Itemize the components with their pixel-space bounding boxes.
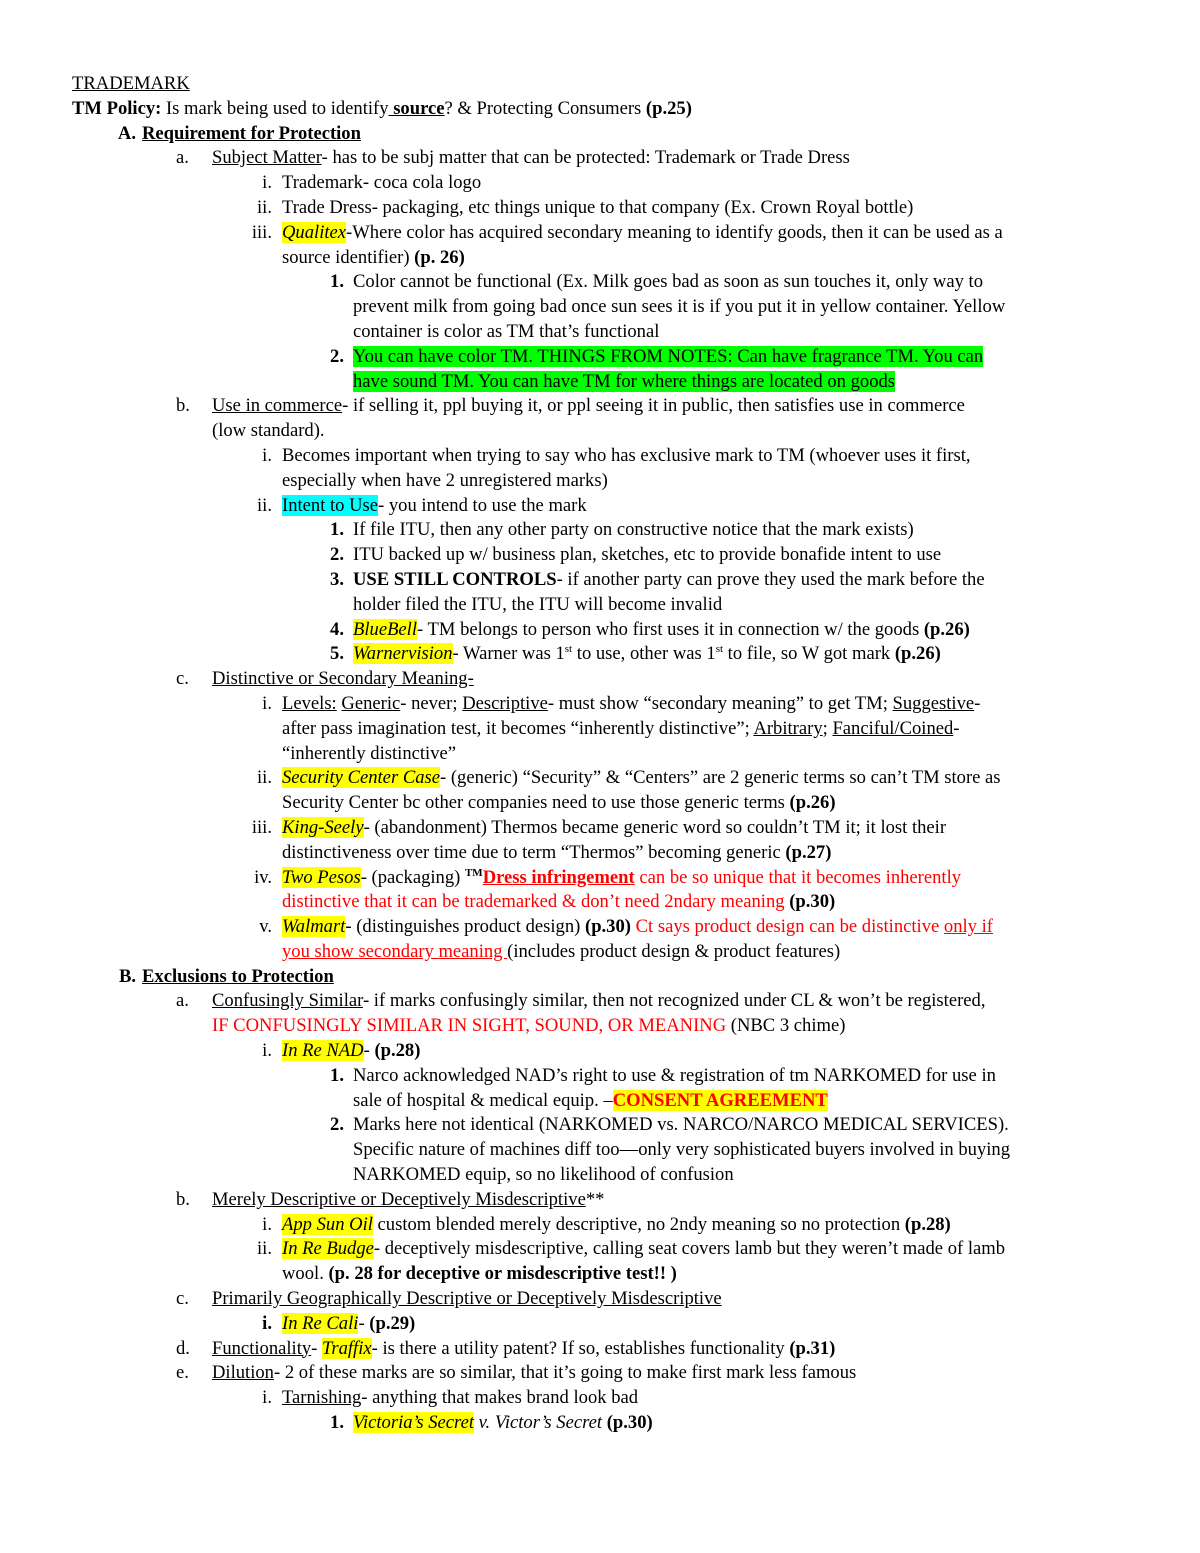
list-item-continued [72,1089,1128,1114]
text-span: King-Seely [282,816,364,838]
text-span: 1. [330,519,344,541]
text-span: ii. [257,196,272,218]
text-span: In Re NAD [282,1040,364,1062]
text-span: (NBC 3 chime) [726,1015,846,1037]
text-span: 2. [330,544,344,566]
text-span: - if selling it, ppl buying it, or ppl seeing it in public, then satisfies use in commerce [342,395,965,417]
list-item-continued [72,246,1128,271]
text-span: - anything that makes brand look bad [361,1387,639,1409]
text-span: (p.26) [894,643,941,665]
text-span: source identifier) [282,246,415,268]
text-span: can be so unique that it becomes inherently [634,866,962,888]
text-span: TRADEMARK [72,73,190,94]
text-span: a. [176,147,189,169]
text-span: 5. [330,643,344,665]
confusingly-similar-item [72,989,1128,1014]
section-b-heading [72,965,1128,990]
text-span: 1. [330,271,344,293]
text-span: - TM belongs to person who first uses it in connection w/ the goods [417,618,924,640]
list-item [72,494,1128,519]
text-span: (p.28) [374,1040,421,1062]
text-span: Warnervision [353,643,453,665]
text-span: Is mark being used to identify [161,97,389,119]
text-span: - never; [400,692,463,714]
list-item [72,618,1128,643]
text-span: (includes product design & product features) [507,940,841,962]
text-span: Two Pesos [282,866,361,888]
list-item-continued [72,742,1128,767]
text-span: Qualitex [282,221,347,243]
text-span: TM [464,866,483,879]
text-span: Requirement for Protection [142,122,361,144]
text-span: holder filed the ITU, the ITU will become invalid [353,593,723,615]
text-span: you show secondary meaning [282,940,508,962]
text-span: a. [176,990,189,1012]
text-span: i. [262,692,272,714]
text-span: A. [117,122,136,144]
text-span: especially when have 2 unregistered marks) [282,469,608,491]
list-item [72,518,1128,543]
text-span: 1. [330,1412,344,1434]
text-span: Security Center bc other companies need to use those generic terms [282,792,790,814]
text-span: In Re Budge [282,1238,374,1260]
text-span: i. [262,444,272,466]
text-span: (p.27) [785,841,832,863]
text-span: Ct says product design can be distinctive [630,916,944,938]
text-span: - (generic) “Security” & “Centers” are 2 generic terms so can’t TM store as [440,767,1001,789]
text-span: Fanciful/Coined [832,717,954,739]
list-item-continued [72,1014,1128,1039]
text-span: Intent to Use [282,494,379,516]
list-item-continued [72,841,1128,866]
text-span: ; [822,717,833,739]
text-span: - (abandonment) Thermos became generic word so couldn’t TM it; it lost their [363,816,947,838]
text-span: (low standard). [212,420,325,442]
text-span: ii. [257,1238,272,1260]
text-span: - [311,1337,323,1359]
text-span: ITU backed up w/ business plan, sketches, etc to provide bonafide intent to use [353,544,942,566]
list-item [72,915,1128,940]
text-span: IF CONFUSINGLY SIMILAR IN SIGHT, SOUND, OR MEANING [212,1015,727,1037]
text-span: - [363,1040,375,1062]
text-span: i. [262,1387,272,1409]
text-span: sale of hospital & medical equip. – [353,1089,613,1111]
text-span: Dilution [212,1362,274,1384]
list-item-continued [72,419,1128,444]
document-title [72,72,1128,97]
text-span: Trademark- coca cola logo [282,172,482,194]
list-item [72,444,1128,469]
text-span: custom blended merely descriptive, no 2ndy meaning so no protection [372,1213,905,1235]
text-span: to use, other was 1 [572,643,716,665]
text-span: e. [176,1362,189,1384]
list-item [72,866,1128,891]
text-span: b. [176,1188,190,1210]
list-item-continued [72,717,1128,742]
text-span: NARKOMED equip, so no likelihood of confusion [353,1164,734,1186]
text-span: Descriptive [462,692,548,714]
list-item [72,1411,1128,1436]
text-span: (p.30) [789,891,836,913]
text-span: - if marks confusingly similar, then not recognized under CL & won’t be registered, [362,990,986,1012]
text-span: - [358,1312,370,1334]
list-item [72,568,1128,593]
list-item-continued [72,469,1128,494]
list-item [72,766,1128,791]
document-body [72,72,1128,1436]
list-item [72,642,1128,667]
list-item-continued [72,1138,1128,1163]
text-span: Traffix [322,1337,372,1359]
dilution-item [72,1361,1128,1386]
text-span: Arbitrary [753,717,823,739]
text-span: container is color as TM that’s functional [353,320,660,342]
list-item-continued [72,295,1128,320]
text-span: (p.30) [606,1412,653,1434]
text-span: App Sun Oil [282,1213,373,1235]
text-span: (p.30) [585,916,631,938]
text-span: Use in commerce [212,395,343,417]
text-span: - you intend to use the mark [378,494,587,516]
list-item [72,270,1128,295]
text-span: Narco acknowledged NAD’s right to use & registration of tm NARKOMED for use in [353,1064,996,1086]
text-span: ii. [257,494,272,516]
merely-descriptive-item [72,1188,1128,1213]
list-item [72,221,1128,246]
text-span: - 2 of these marks are so similar, that it’s going to make first mark less famous [273,1362,857,1384]
text-span: (p.25) [645,97,692,119]
text-span: source [388,97,445,119]
tm-policy [72,97,1128,122]
text-span: Suggestive [892,692,975,714]
text-span: - is there a utility patent? If so, establishes functionality [371,1337,790,1359]
list-item-continued [72,791,1128,816]
text-span: have sound TM. You can have TM for where things are located on goods [353,370,896,392]
text-span: ii. [257,767,272,789]
text-span: Walmart [282,916,346,938]
list-item [72,543,1128,568]
text-span: st [564,643,573,656]
text-span: v. [259,916,272,938]
text-span: BlueBell [353,618,418,640]
geographic-item [72,1287,1128,1312]
text-span: b. [176,395,190,417]
text-span: - Warner was 1 [452,643,565,665]
text-span: iv. [254,866,272,888]
text-span: Victoria’s Secret [353,1412,475,1434]
text-span: Security Center Case [282,767,441,789]
text-span: 2. [330,345,344,367]
text-span: (p. 26) [414,246,465,268]
text-span: d. [176,1337,190,1359]
text-span: Tarnishing [282,1387,362,1409]
text-span: Exclusions to Protection [142,965,334,987]
list-item-continued [72,370,1128,395]
text-span: wool. [282,1263,329,1285]
section-a-heading [72,122,1128,147]
text-span: - (packaging) [360,866,465,888]
text-span: 1. [330,1064,344,1086]
text-span: Distinctive or Secondary Meaning- [212,668,474,690]
text-span: after pass imagination test, it becomes “inherently distinctive”; [282,717,754,739]
text-span: (p. 28 for deceptive or misdescriptive test!! ) [328,1263,677,1285]
text-span: Levels: [282,692,337,714]
list-item [72,1312,1128,1337]
text-span: Marks here not identical (NARKOMED vs. NARCO/NARCO MEDICAL SERVICES). [353,1114,1009,1136]
text-span: Confusingly Similar [212,990,363,1012]
text-span: to file, so W got mark [723,643,895,665]
list-item [72,196,1128,221]
list-item [72,692,1128,717]
text-span: In Re Cali [282,1312,359,1334]
list-item-continued [72,320,1128,345]
list-item-continued [72,593,1128,618]
text-span: - has to be subj matter that can be protected: Trademark or Trade Dress [321,147,850,169]
list-item [72,816,1128,841]
text-span: i. [262,1040,272,1062]
text-span: 2. [330,1114,344,1136]
text-span: -Where color has acquired secondary meaning to identify goods, then it can be used as a [346,221,1003,243]
text-span: distinctiveness over time due to term “Thermos” becoming generic [282,841,786,863]
text-span: Trade Dress- packaging, etc things unique to that company (Ex. Crown Royal bottle) [282,196,914,218]
text-span: Becomes important when trying to say who has exclusive mark to TM (whoever uses it first, [282,444,971,466]
subject-matter-item [72,146,1128,171]
list-item [72,1113,1128,1138]
text-span: Primarily Geographically Descriptive or Deceptively Misdescriptive [212,1288,722,1310]
text-span: - deceptively misdescriptive, calling seat covers lamb but they weren’t made of lamb [373,1238,1006,1260]
text-span: TM Policy: [72,97,162,119]
text-span: Dress infringement [482,866,635,888]
text-span: i. [262,172,272,194]
text-span: Subject Matter [212,147,322,169]
text-span: Color cannot be functional (Ex. Milk goes bad as soon as sun touches it, only way to [353,271,984,293]
text-span: c. [176,668,189,690]
text-span: USE STILL CONTROLS [353,568,557,590]
list-item [72,1039,1128,1064]
text-span: “inherently distinctive” [282,742,456,764]
text-span: v. [474,1412,495,1434]
text-span: only if [943,916,993,938]
text-span: You can have color TM. THINGS FROM NOTES: Can have fragrance TM. You can [353,345,984,367]
text-span: iii. [251,816,272,838]
text-span: st [715,643,724,656]
text-span: ? & Protecting Consumers [444,97,646,119]
text-span: B. [118,965,136,987]
list-item-continued [72,1262,1128,1287]
text-span: (p.28) [904,1213,951,1235]
text-span: 3. [330,568,344,590]
list-item [72,1237,1128,1262]
list-item-continued [72,1163,1128,1188]
text-span: (p.29) [369,1312,416,1334]
text-span: CONSENT AGREEMENT [612,1089,828,1111]
text-span: 4. [330,618,344,640]
text-span: ** [585,1188,605,1210]
text-span: distinctive that it can be trademarked & don’t need 2ndary meaning [282,891,790,913]
text-span: - (distinguishes product design) [345,916,585,938]
text-span: c. [176,1288,189,1310]
text-span: Merely Descriptive or Deceptively Misdescriptive [212,1188,586,1210]
text-span: - [974,692,981,714]
list-item-continued [72,940,1128,965]
distinctive-item [72,667,1128,692]
text-span: Generic [341,692,401,714]
text-span: - must show “secondary meaning” to get TM; [547,692,893,714]
list-item [72,1064,1128,1089]
list-item [72,1213,1128,1238]
text-span: i. [262,1312,272,1334]
list-item [72,1386,1128,1411]
use-in-commerce-item [72,394,1128,419]
text-span: prevent milk from going bad once sun sees it is if you put it in yellow container. Yellow [353,296,1006,318]
list-item [72,345,1128,370]
functionality-item [72,1337,1128,1362]
list-item-continued [72,890,1128,915]
text-span: i. [262,1213,272,1235]
text-span: (p.26) [789,792,836,814]
text-span: If file ITU, then any other party on constructive notice that the mark exists) [353,519,914,541]
text-span: Specific nature of machines diff too—only very sophisticated buyers involved in buying [353,1139,1011,1161]
text-span: - [953,717,960,739]
list-item [72,171,1128,196]
text-span: (p.31) [789,1337,836,1359]
text-span: - if another party can prove they used the mark before the [556,568,985,590]
text-span: iii. [251,221,272,243]
text-span: (p.26) [923,618,970,640]
text-span: Functionality [212,1337,312,1359]
text-span: Victor’s Secret [494,1412,603,1434]
